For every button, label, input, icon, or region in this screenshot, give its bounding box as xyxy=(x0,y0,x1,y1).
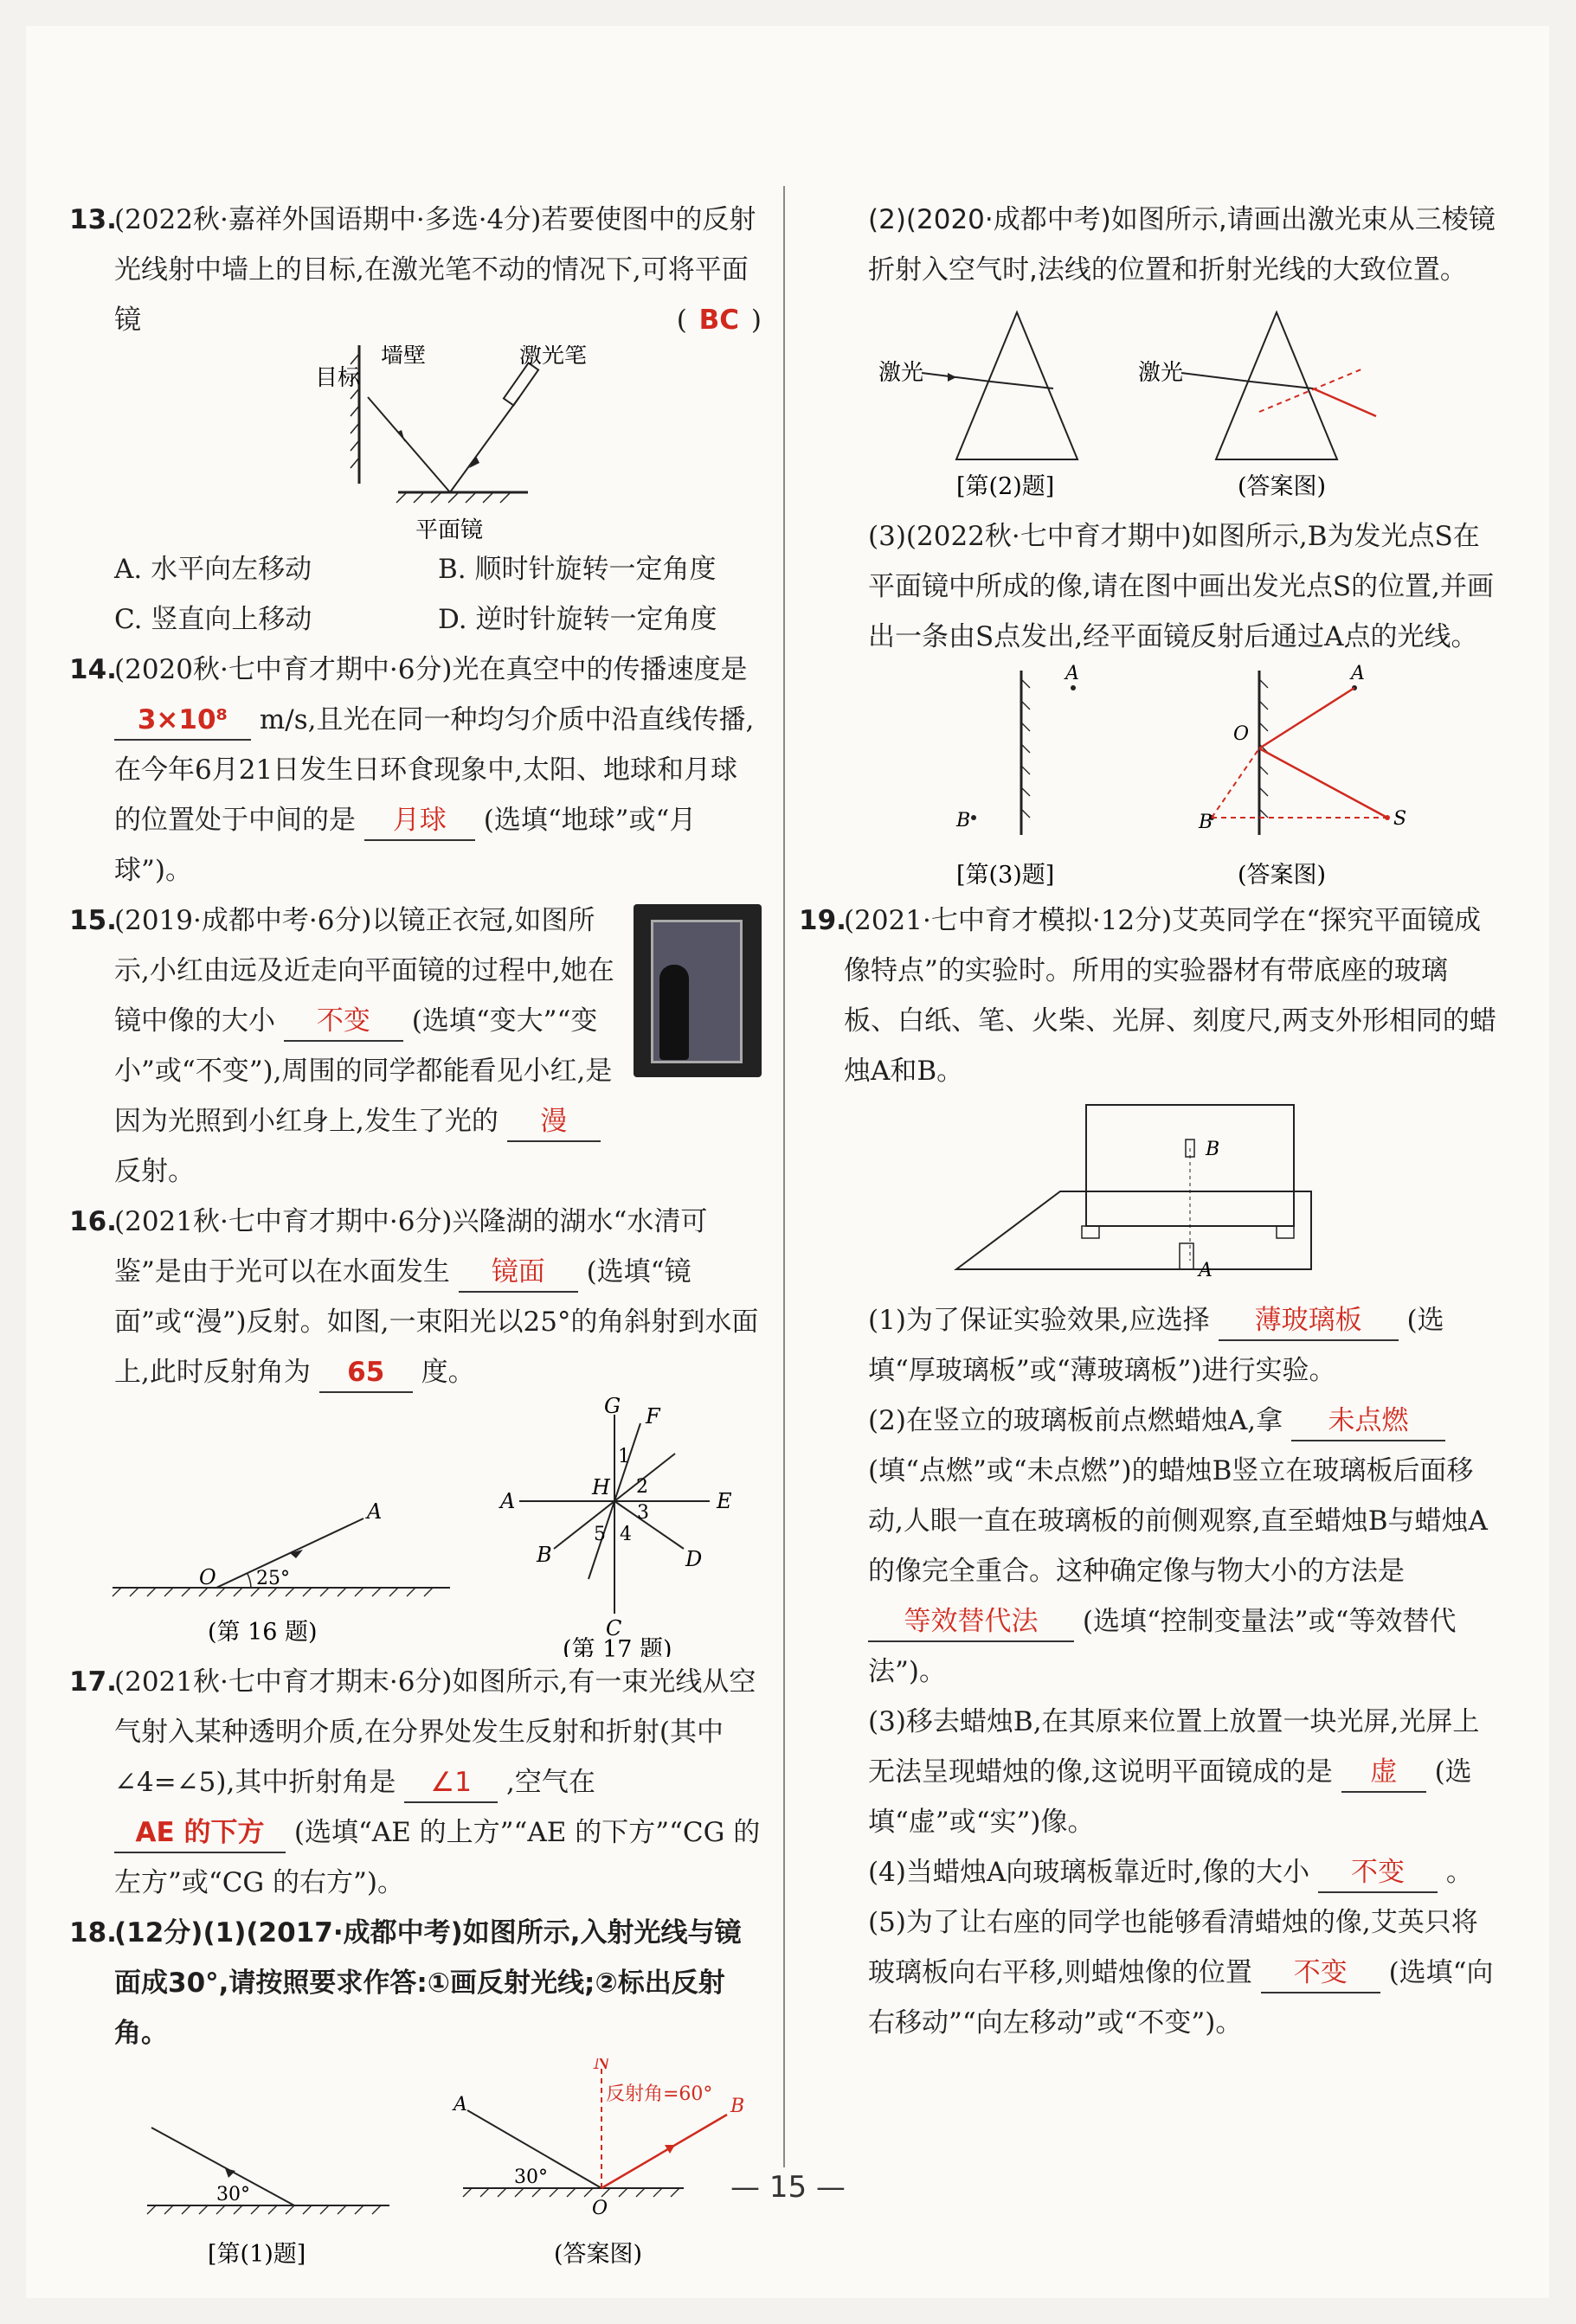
answer-blank: 不变 xyxy=(1318,1853,1438,1893)
caption-18-2-answer: (答案图) xyxy=(1238,473,1327,500)
svg-text:A: A xyxy=(454,2094,467,2115)
laser-label: 激光 xyxy=(878,360,924,386)
question-number: 17. xyxy=(69,1666,117,1698)
caption-18-3-answer: (答案图) xyxy=(1238,862,1327,889)
question-text: (选填“向右移动”“向左移动”或“不变”)。 xyxy=(868,1957,1494,2038)
answer-bracket: ( BC ) xyxy=(677,295,762,345)
label-mirror: 平面镜 xyxy=(415,517,484,543)
question-text: (2)在竖立的玻璃板前点燃蜡烛A,拿 xyxy=(868,1405,1283,1436)
question-text: (12分)(1)(2017·成都中考)如图所示,入射光线与镜面成30°,请按照要求作答:①画反射光线;②标出反射角。 xyxy=(114,1917,742,2049)
question-text: (3)移去蜡烛B,在其原来位置上放置一块光屏,光屏上无法呈现蜡烛的像,这说明平面镜成的是 xyxy=(868,1706,1480,1788)
question-number: 15. xyxy=(69,905,117,936)
question-text: (2022秋·嘉祥外国语期中·多选·4分)若要使图中的反射光线射中墙上的目标,在激光笔不动的情况下,可将平面镜 xyxy=(114,204,756,336)
caption-16: (第 16 题) xyxy=(208,1619,318,1646)
question-number: 19. xyxy=(799,905,846,936)
answer: BC xyxy=(698,305,740,336)
caption-18-3: [第(3)题] xyxy=(956,862,1055,889)
question-15 xyxy=(69,896,762,1197)
svg-text:2: 2 xyxy=(636,1476,648,1498)
figure-13 xyxy=(69,345,762,544)
answer-blank: 漫 xyxy=(507,1102,601,1142)
q19-part-4 xyxy=(827,1847,1497,1897)
question-text: (4)当蜡烛A向玻璃板靠近时,像的大小 xyxy=(868,1857,1310,1888)
q19-part-2 xyxy=(827,1396,1497,1697)
answer-blank: 不变 xyxy=(284,1002,403,1042)
question-text: (2021·七中育才模拟·12分)艾英同学在“探究平面镜成像特点”的实验时。所用的实验器材有带底座的玻璃板、白纸、笔、火柴、光屏、刻度尺,两支外形相同的蜡烛A和B。 xyxy=(844,905,1496,1087)
answer-blank: 镜面 xyxy=(459,1253,578,1293)
svg-text:C: C xyxy=(606,1616,622,1640)
page-number: — 15 — xyxy=(730,2170,846,2205)
answer-blank: 65 xyxy=(319,1353,413,1393)
svg-text:30°: 30° xyxy=(216,2184,250,2205)
answer-blank: ∠1 xyxy=(404,1763,498,1803)
svg-text:O: O xyxy=(199,1565,216,1589)
svg-text:F: F xyxy=(646,1404,660,1428)
svg-text:N: N xyxy=(594,2058,611,2074)
svg-text:B: B xyxy=(1206,1139,1220,1160)
caption-18-1: [第(1)题] xyxy=(208,2241,306,2268)
svg-text:B: B xyxy=(730,2096,745,2117)
question-text: (选填“镜面”或“漫”)反射。如图,一束阳光以25°的角斜射到水面上,此时反射角为 xyxy=(114,1256,759,1388)
question-text: (选填“控制变量法”或“等效替代法”)。 xyxy=(868,1606,1457,1687)
svg-text:G: G xyxy=(604,1397,621,1418)
question-text: (2021秋·七中育才期末·6分)如图所示,有一束光线从空气射入某种透明介质,在分界处发生反射和折射(其中∠4=∠5),其中折射角是 xyxy=(114,1666,756,1798)
question-18 xyxy=(69,1908,762,2058)
question-text: (2)(2020·成都中考)如图所示,请画出激光束从三棱镜折射入空气时,法线的位置和折射光线的大致位置。 xyxy=(868,204,1496,286)
svg-text:A: A xyxy=(500,1489,516,1513)
column-divider xyxy=(783,186,785,2167)
figure-18-2 xyxy=(827,295,1497,511)
question-text: 。 xyxy=(1445,1857,1473,1888)
figure-18-3 xyxy=(827,662,1497,896)
answer-blank: 3×10⁸ xyxy=(114,701,251,741)
caption-18-2: [第(2)题] xyxy=(956,473,1055,500)
svg-text:O: O xyxy=(1233,723,1250,745)
question-text: (填“点燃”或“未点燃”)的蜡烛B竖立在玻璃板后面移动,人眼一直在玻璃板的前侧观察,直至蜡烛B与蜡烛A的像完全重合。这种确定像与物大小的方法是 xyxy=(868,1455,1488,1587)
option-c: C. 竖直向上移动 xyxy=(114,604,312,635)
svg-text:5: 5 xyxy=(594,1524,606,1545)
svg-text:A: A xyxy=(367,1499,383,1524)
question-text: (5)为了让右座的同学也能够看清蜡烛的像,艾英只将玻璃板向右平移,则蜡烛像的位置 xyxy=(868,1907,1478,1988)
caption-18-1-answer: (答案图) xyxy=(554,2241,643,2268)
question-text: (2020秋·七中育才期中·6分)光在真空中的传播速度是 xyxy=(114,654,748,685)
left-column xyxy=(69,195,762,2275)
mirror-photo xyxy=(634,904,762,1077)
label-wall: 墙壁 xyxy=(381,345,427,369)
prism-diagram xyxy=(827,295,1497,511)
mirror-laser-diagram xyxy=(69,345,762,544)
options-13 xyxy=(69,544,762,645)
answer-blank: 等效替代法 xyxy=(868,1602,1074,1642)
svg-text:30°: 30° xyxy=(514,2167,548,2188)
question-18-3 xyxy=(827,511,1497,662)
question-text: (选填“变大”“变小”或“不变”),周围的同学都能看见小红,是因为光照到小红身上,发生了光的 xyxy=(114,1005,613,1137)
question-text: (选填“虚”或“实”)像。 xyxy=(868,1756,1472,1838)
answer-blank: 薄玻璃板 xyxy=(1219,1301,1399,1341)
question-number: 13. xyxy=(69,204,117,235)
answer-blank: AE 的下方 xyxy=(114,1814,286,1853)
label-target: 目标 xyxy=(315,365,361,391)
q19-part-3 xyxy=(827,1697,1497,1847)
question-text: m/s,且光在同一种均匀介质中沿直线传播,在今年6月21日发生日环食现象中,太阳、地球和月球的位置处于中间的是 xyxy=(114,704,755,836)
question-18-2 xyxy=(827,195,1497,295)
svg-text:S: S xyxy=(1393,808,1407,830)
svg-text:B: B xyxy=(956,810,971,831)
question-17 xyxy=(69,1657,762,1908)
question-text: (选填“AE 的上方”“AE 的下方”“CG 的左方”或“CG 的右方”)。 xyxy=(114,1817,761,1898)
answer-blank: 不变 xyxy=(1261,1954,1380,1993)
q19-part-1 xyxy=(827,1295,1497,1396)
question-13 xyxy=(69,195,762,345)
svg-text:O: O xyxy=(592,2198,608,2219)
question-number: 14. xyxy=(69,654,117,685)
label-laser-pen: 激光笔 xyxy=(519,345,588,369)
svg-text:1: 1 xyxy=(618,1446,630,1467)
water-and-refraction-diagram xyxy=(69,1397,762,1657)
reflection-diagram xyxy=(69,2058,762,2275)
question-16 xyxy=(69,1197,762,1397)
reflect-angle-label: 反射角=60° xyxy=(606,2083,713,2105)
right-column xyxy=(799,195,1497,2048)
svg-text:A: A xyxy=(1199,1260,1213,1281)
figure-19 xyxy=(827,1096,1497,1295)
question-14 xyxy=(69,645,762,896)
question-text: ,空气在 xyxy=(506,1767,595,1798)
svg-text:A: A xyxy=(1351,663,1365,684)
question-text: (1)为了保证实验效果,应选择 xyxy=(868,1305,1210,1336)
question-number: 16. xyxy=(69,1206,117,1237)
q19-part-5 xyxy=(827,1897,1497,2048)
question-text: (2019·成都中考·6分)以镜正衣冠,如图所示,小红由远及近走向平面镜的过程中,她在镜中像的大小 xyxy=(114,905,614,1037)
laser-label: 激光 xyxy=(1138,360,1184,386)
svg-text:3: 3 xyxy=(637,1502,649,1524)
answer-blank: 月球 xyxy=(364,801,475,841)
option-a: A. 水平向左移动 xyxy=(114,554,312,585)
answer-blank: 未点燃 xyxy=(1291,1402,1445,1441)
answer-blank: 虚 xyxy=(1341,1753,1426,1793)
question-text: (3)(2022秋·七中育才期中)如图所示,B为发光点S在平面镜中所成的像,请在图中画出发光点S的位置,并画出一条由S点发出,经平面镜反射后通过A点的光线。 xyxy=(868,521,1494,652)
mirror-point-diagram xyxy=(827,662,1497,896)
svg-text:E: E xyxy=(717,1489,732,1513)
question-19 xyxy=(799,896,1497,1096)
question-text: 反射。 xyxy=(114,1156,195,1187)
question-number: 18. xyxy=(69,1917,117,1948)
svg-text:D: D xyxy=(685,1547,703,1571)
figure-18-1 xyxy=(69,2058,762,2275)
question-text: 度。 xyxy=(421,1357,475,1388)
option-d: D. 逆时针旋转一定角度 xyxy=(438,604,717,635)
question-text: (选填“地球”或“月球”)。 xyxy=(114,805,697,886)
svg-text:4: 4 xyxy=(620,1524,632,1545)
option-b: B. 顺时针旋转一定角度 xyxy=(438,554,717,585)
caption-17: (第 17 题) xyxy=(563,1636,672,1657)
svg-text:B: B xyxy=(537,1543,552,1567)
figures-16-17 xyxy=(69,1397,762,1657)
question-text: (2021秋·七中育才期中·6分)兴隆湖的湖水“水清可鉴”是由于光可以在水面发生 xyxy=(114,1206,708,1287)
question-text: (选填“厚玻璃板”或“薄玻璃板”)进行实验。 xyxy=(868,1305,1444,1386)
svg-text:25°: 25° xyxy=(256,1568,290,1589)
svg-text:H: H xyxy=(592,1475,610,1499)
svg-text:A: A xyxy=(1065,663,1079,684)
candle-glass-diagram xyxy=(827,1096,1497,1295)
svg-text:B: B xyxy=(1199,812,1213,833)
